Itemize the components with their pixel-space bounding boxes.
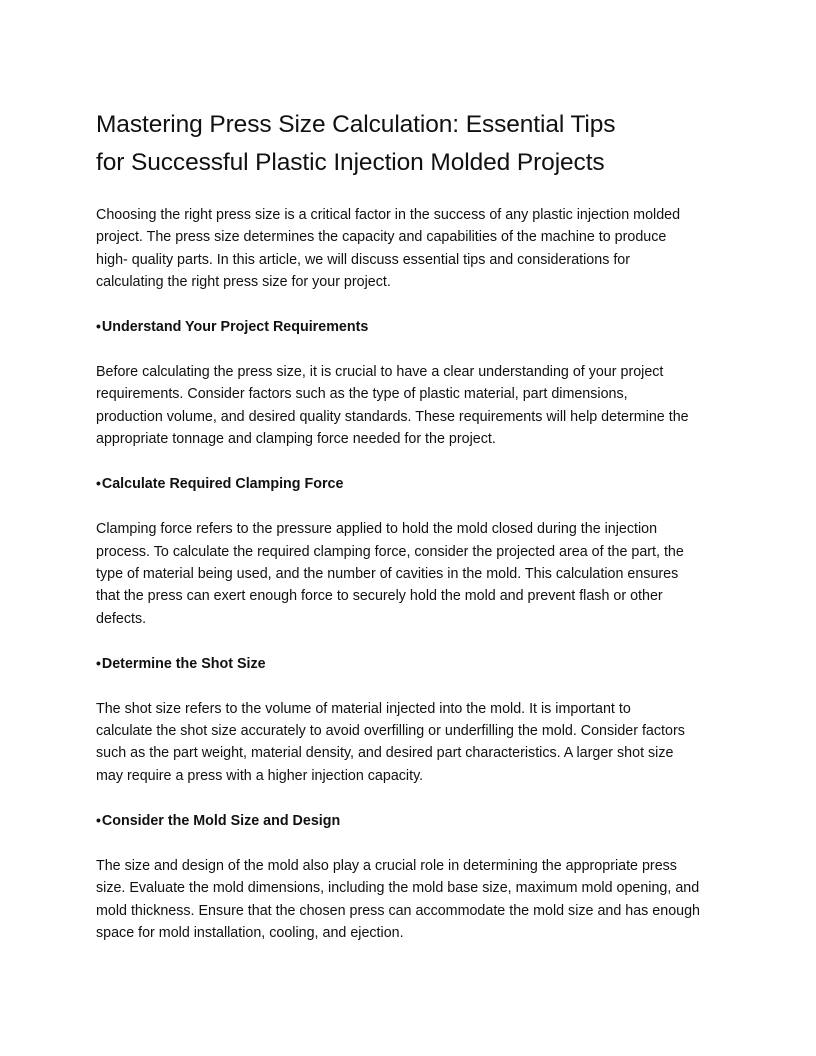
section-heading [96,652,726,675]
paragraph-line: that the press can exert enough force to securely hold the mold and prevent flash or other [96,588,663,605]
title-line: for Successful Plastic Injection Molded Projects [96,149,605,176]
paragraph-line: process. To calculate the required clamping force, consider the projected area of the part, the [96,543,684,560]
paragraph-line: such as the part weight, material density, and desired part characteristics. A larger shot size [96,745,674,762]
paragraph-line: Clamping force refers to the pressure applied to hold the mold closed during the injection [96,521,658,538]
section-heading [96,809,726,832]
bullet-icon: • [96,475,101,492]
section-heading [96,472,726,495]
paragraph-line: Before calculating the press size, it is crucial to have a clear understanding of your project [96,364,664,381]
bullet-icon: • [96,812,101,829]
bullet-icon: • [96,654,101,671]
intro-line: Choosing the right press size is a critical factor in the success of any plastic injection molded [96,207,681,223]
paragraph-line: The shot size refers to the volume of material injected into the mold. It is important to [96,700,631,717]
intro-paragraph [96,204,726,293]
section-paragraph [96,518,726,629]
paragraph-line: calculate the shot size accurately to avoid overfilling or underfilling the mold. Consider factors [96,723,685,740]
title-line: Mastering Press Size Calculation: Essential Tips [96,111,616,138]
section-paragraph [96,855,726,944]
document-title [96,106,726,182]
section-heading-text: Understand Your Project Requirements [101,319,369,336]
paragraph-line: space for mold installation, cooling, and ejection. [96,924,404,941]
paragraph-line: type of material being used, and the number of cavities in the mold. This calculation ensures [96,565,679,582]
section-paragraph [96,361,726,450]
section-heading [96,315,726,338]
paragraph-line: appropriate tonnage and clamping force needed for the project. [96,431,496,448]
paragraph-line: requirements. Consider factors such as the type of plastic material, part dimensions, [96,386,628,403]
bullet-icon: • [96,318,101,335]
paragraph-line: may require a press with a higher injection capacity. [96,767,424,784]
section-heading-text: Calculate Required Clamping Force [101,476,344,493]
intro-line: high- quality parts. In this article, we will discuss essential tips and considerations for [96,251,630,268]
paragraph-line: size. Evaluate the mold dimensions, including the mold base size, maximum mold opening, and [96,880,700,897]
section-heading-text: Consider the Mold Size and Design [101,813,341,830]
document-page [96,106,726,944]
intro-line: calculating the right press size for your project. [96,273,391,290]
paragraph-line: production volume, and desired quality standards. These requirements will help determine the [96,408,689,425]
section-paragraph [96,698,726,787]
paragraph-line: The size and design of the mold also play a crucial role in determining the appropriate press [96,858,677,875]
paragraph-line: mold thickness. Ensure that the chosen press can accommodate the mold size and has enough [96,902,700,919]
paragraph-line: defects. [96,610,147,627]
section-heading-text: Determine the Shot Size [101,655,266,672]
intro-line: project. The press size determines the capacity and capabilities of the machine to produce [96,229,667,246]
